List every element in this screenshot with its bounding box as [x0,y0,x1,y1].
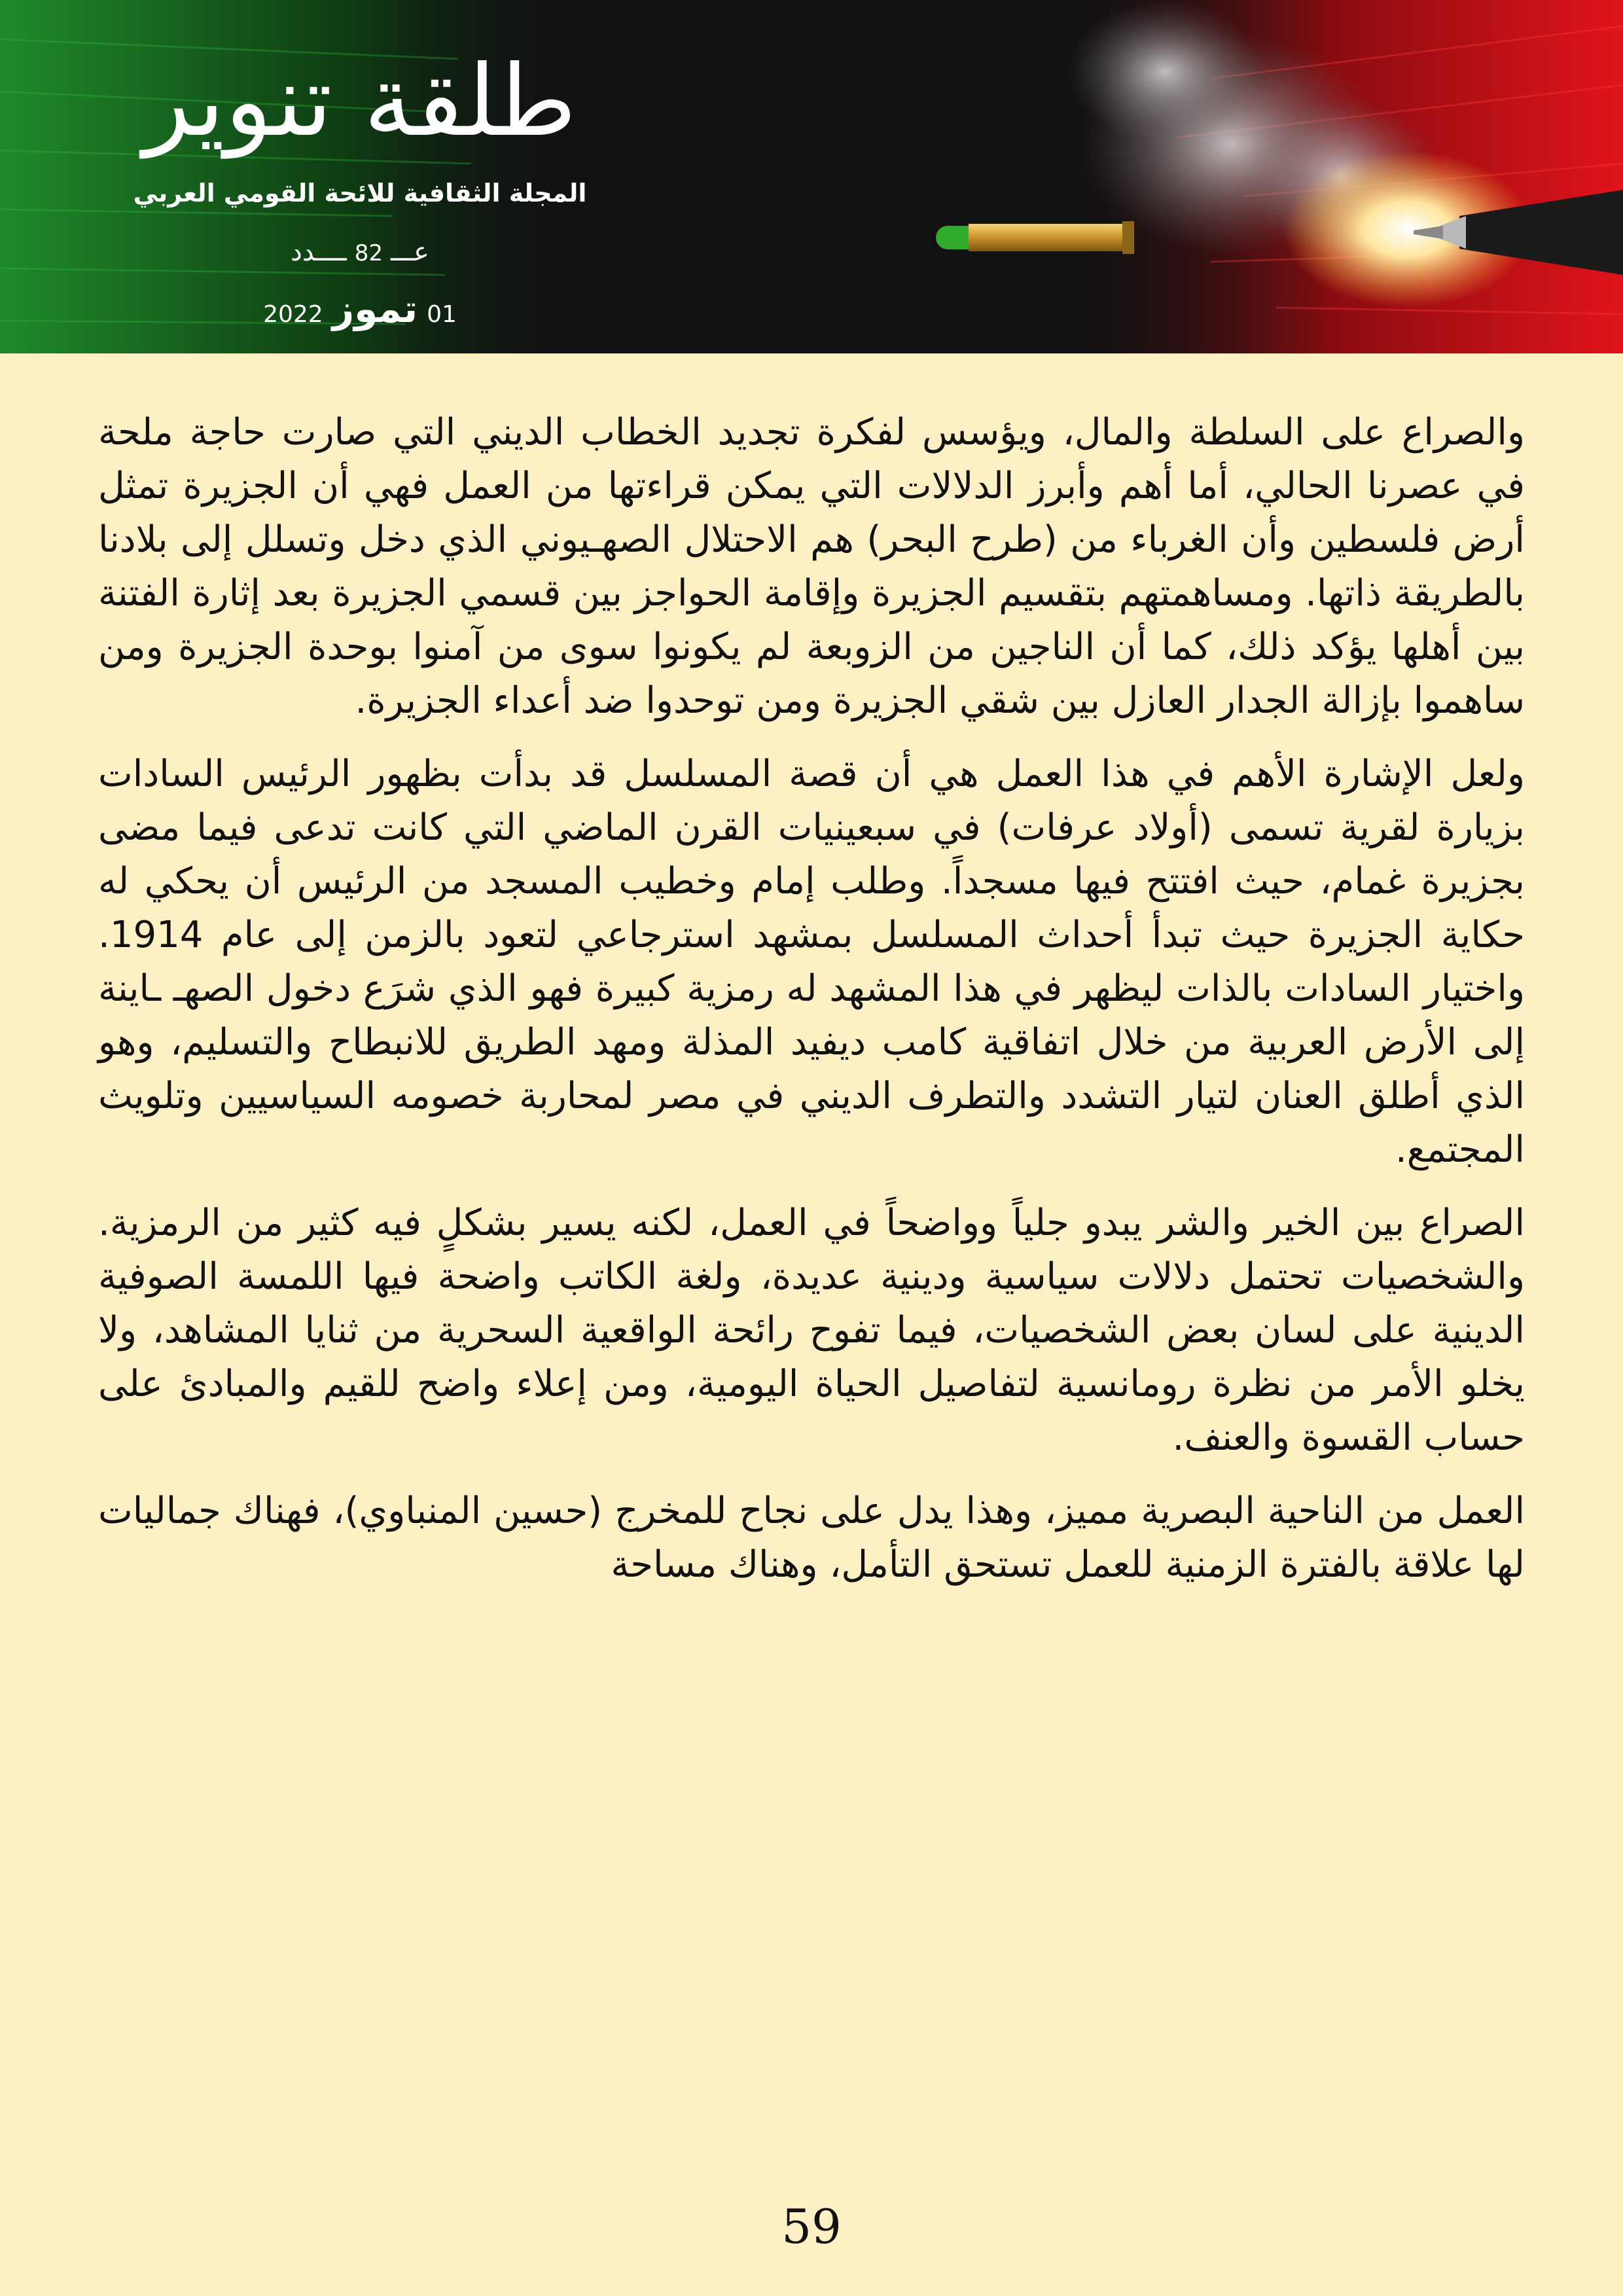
date-year: 2022 [263,301,323,328]
issue-suffix: ــــدد [291,237,347,267]
paragraph: ولعل الإشارة الأهم في هذا العمل هي أن قصة المسلسل قد بدأت بظهور الرئيس السادات بزيارة لقرية تسمى (أولاد عرفات) في سبعينيات القرن الماضي التي كانت تدعى فيما مضى بجزيرة غمام، حيث افتتح فيها مسجداً. وطلب إمام وخطيب المسجد من الرئيس أن يحكي له حكاية الجزيرة حيث تبدأ أحداث المسلسل بمشهد استرجاعي لتعود بالزمن إلى عام 1914. واختيار السادات بالذات ليظهر في هذا المشهد له رمزية كبيرة فهو الذي شرَع دخول الصهـ ـاينة إلى الأرض العربية من خلال اتفاقية كامب ديفيد المذلة ومهد الطريق للانبطاح والتسليم، وهو الذي أطلق العنان لتيار التشدد والتطرف الديني في مصر لمحاربة خصومه السياسيين وتلويث المجتمع. [98,753,1525,1171]
magazine-title: طلقة تنوير [143,45,577,158]
issue-prefix: عـــ [390,237,429,267]
issue-number [98,229,622,276]
date-month: تموز [332,287,418,331]
issue-number-value: 82 [354,240,383,266]
masthead [98,36,622,341]
paragraph: والصراع على السلطة والمال، ويؤسس لفكرة تجديد الخطاب الديني التي صارت حاجة ملحة في عصرنا الحالي، أما أهم وأبرز الدلالات التي يمكن قراءتها من العمل فهي أن الجزيرة تمثل أرض فلسطين وأن الغرباء من (طرح البحر) هم الاحتلال الصهـيوني الذي دخل وتسلل إلى بلادنا بالطريقة ذاتها. ومساهمتهم بتقسيم الجزيرة وإقامة الحواجز بين قسمي الجزيرة بعد إثارة الفتنة بين أهلها يؤكد ذلك، كما أن الناجين من الزوبعة لم يكونوا سوى من آمنوا بوحدة الجزيرة ومن ساهموا بإزالة الجدار العازل بين شقي الجزيرة ومن توحدوا ضد أعداء الجزيرة. [98,411,1525,722]
issue-date [98,283,622,341]
magazine-subtitle: المجلة الثقافية للائحة القومي العربي [133,179,587,207]
date-day: 01 [427,301,457,328]
article-body [98,406,1525,1611]
magazine-header [0,0,1623,353]
paragraph: العمل من الناحية البصرية مميز، وهذا يدل على نجاح للمخرج (حسين المنباوي)، فهناك جماليات لها علاقة بالفترة الزمنية للعمل تستحق التأمل، وهناك مساحة [98,1490,1525,1586]
page-number: 59 [781,2199,842,2254]
paragraph: الصراع بين الخير والشر يبدو جلياً وواضحاً في العمل، لكنه يسير بشكلٍ فيه كثير من الرمزية. والشخصيات تحتمل دلالات سياسية ودينية عديدة، ولغة الكاتب واضحة فيها اللمسة الصوفية الدينية على لسان بعض الشخصيات، فيما تفوح رائحة الواقعية السحرية من ثنايا المشاهد، ولا يخلو الأمر من نظرة رومانسية لتفاصيل الحياة اليومية، ومن إعلاء واضح للقيم والمبادئ على حساب القسوة والعنف. [98,1202,1525,1459]
